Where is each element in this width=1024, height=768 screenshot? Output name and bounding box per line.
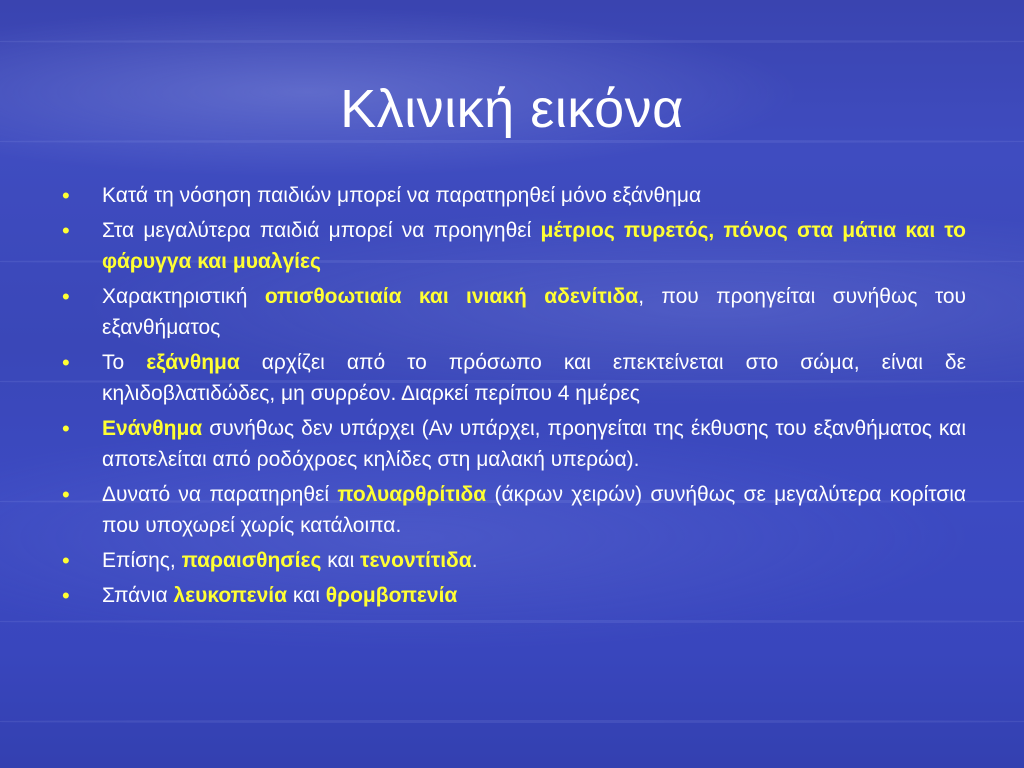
bullet-dot-icon: • — [62, 416, 70, 441]
bullet-item — [60, 479, 966, 541]
bullet-highlight: πολυαρθρίτιδα — [337, 483, 487, 506]
bullet-text: . — [471, 549, 478, 572]
bullet-dot-icon: • — [62, 218, 70, 243]
bullet-highlight: οπισθοωτιαία και ινιακή αδενίτιδα — [264, 285, 639, 308]
bullet-text: συνήθως δεν υπάρχει (Αν υπάρχει, προηγείται της έκθυσης του εξανθήματος και αποτελείται από ροδόχροες κηλίδες στη μαλακή υπερώα). — [102, 417, 966, 471]
bullet-highlight: Ενάνθημα — [102, 417, 203, 440]
bullet-item — [60, 413, 966, 475]
bullet-dot-icon: • — [62, 583, 70, 608]
bullet-text: Επίσης, — [102, 549, 182, 572]
slide-title: Κλινική εικόνα — [340, 79, 684, 139]
bullet-text: αρχίζει από το πρόσωπο και επεκτείνεται στο σώμα, είναι δε κηλιδοβλατιδώδες, μη συρρέον. Διαρκεί περίπου 4 ημέρες — [102, 351, 966, 405]
bullet-item — [60, 580, 966, 611]
bullet-dot-icon: • — [62, 548, 70, 573]
bullet-highlight: εξάνθημα — [146, 351, 240, 374]
bullet-text: Το — [102, 351, 147, 374]
bullet-text: και — [321, 549, 361, 572]
bullet-text: Χαρακτηριστική — [102, 285, 265, 308]
bullet-text: Κατά τη νόσηση παιδιών μπορεί να παρατηρηθεί μόνο εξάνθημα — [102, 184, 702, 207]
bullet-dot-icon: • — [62, 350, 70, 375]
bullet-list — [60, 180, 966, 615]
bullet-text: Δυνατό να παρατηρηθεί — [102, 483, 338, 506]
bullet-item — [60, 545, 966, 576]
bullet-item — [60, 281, 966, 343]
bullet-text: , που προηγείται συνήθως του εξανθήματος — [102, 285, 967, 339]
bullet-highlight: θρομβοπενία — [325, 584, 458, 607]
bullet-text: Στα μεγαλύτερα παιδιά μπορεί να προηγηθεί — [102, 219, 541, 242]
bullet-text: (άκρων χειρών) συνήθως σε μεγαλύτερα κορίτσια που υποχωρεί χωρίς κατάλοιπα. — [102, 483, 967, 537]
bullet-highlight: τενοντίτιδα — [360, 549, 472, 572]
bullet-dot-icon: • — [62, 183, 70, 208]
bullet-text: Σπάνια — [102, 584, 174, 607]
bullet-item — [60, 347, 966, 409]
bullet-highlight: παραισθησίες — [181, 549, 322, 572]
bullet-item — [60, 180, 966, 211]
bullet-dot-icon: • — [62, 284, 70, 309]
bullet-highlight: λευκοπενία — [173, 584, 288, 607]
bullet-item — [60, 215, 966, 277]
bullet-text: και — [287, 584, 326, 607]
bullet-dot-icon: • — [62, 482, 70, 507]
bullet-highlight: μέτριος πυρετός, πόνος στα μάτια και το φάρυγγα και μυαλγίες — [102, 219, 966, 273]
